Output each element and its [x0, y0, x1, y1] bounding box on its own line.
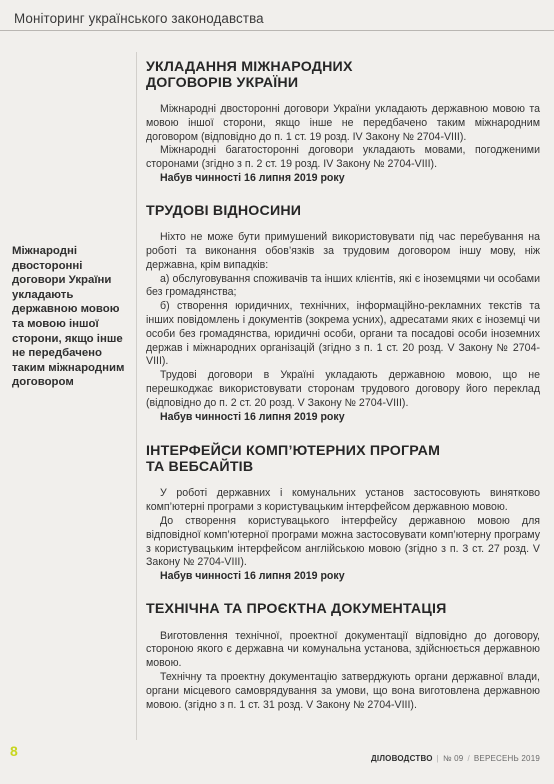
section-heading — [146, 602, 540, 618]
pull-quote-text: Міжнародні двосторонні договори України укладають державною мовою та мовою іншої сторони, якщо інше не передбачено таким міжнародним договором — [12, 245, 125, 389]
footer-separator: / — [467, 754, 470, 763]
section-labor-relations — [146, 204, 540, 425]
header-divider — [0, 30, 554, 31]
section-technical-documentation — [146, 602, 540, 712]
running-title: Моніторинг українського законодавства — [14, 11, 264, 26]
section-heading — [146, 204, 540, 220]
heading-line: ТЕХНІЧНА ТА ПРОЄКТНА ДОКУМЕНТАЦІЯ — [146, 601, 447, 618]
paragraph: Міжнародні двосторонні договори України укладають державною мовою та мовою іншої сторони, якщо інше не передбачено таким міжнародним договором (відповідно до п. 1 ст. 19 розд. IV Закону № 2704-VIII). — [146, 103, 540, 143]
section-international-treaties — [146, 60, 540, 186]
heading-line: ТА ВЕБСАЙТІВ — [146, 458, 254, 475]
paragraph: Трудові договори в Україні укладають державною мовою, що не перешкоджає використовувати сторонам трудового договору його переклад (відповідно до п. 2 ст. 20 розд. V Закону № 2704-VIII). — [146, 369, 540, 409]
page-number: 8 — [10, 743, 18, 759]
heading-line: ТРУДОВІ ВІДНОСИНИ — [146, 202, 302, 219]
section-heading — [146, 444, 540, 475]
paragraph: а) обслуговування споживачів та інших клієнтів, які є іноземцями чи особами без громадянства; — [146, 272, 540, 299]
effective-date-note: Набув чинності 16 липня 2019 року — [160, 570, 345, 583]
section-software-interfaces — [146, 444, 540, 584]
issue-date: ВЕРЕСЕНЬ 2019 — [473, 754, 540, 763]
footer-imprint — [371, 754, 540, 763]
footer-separator: | — [436, 754, 439, 763]
section-heading — [146, 60, 540, 91]
heading-line: ІНТЕРФЕЙСИ КОМП’ЮТЕРНИХ ПРОГРАМ — [146, 443, 441, 460]
paragraph: б) створення юридичних, технічних, інформаційно-рекламних текстів та інших повідомлень і документів (зокрема усних), адресатами яких є іноземці чи особи без громадянства, юридичні особи, органи та посадові особи іноземних держав і міжнародних організацій (згідно з п. 1 ст. 20 розд. V Закону № 2704-VIII). — [146, 300, 540, 368]
effective-date-note: Набув чинності 16 липня 2019 року — [160, 171, 345, 184]
paragraph: Ніхто не може бути примушений використовувати під час перебування на роботі та виконання обов’язків за трудовим договором іншу мову, ніж державна, крім випадків: — [146, 231, 540, 271]
effective-date-note: Набув чинності 16 липня 2019 року — [160, 410, 345, 423]
article-body — [146, 60, 540, 734]
paragraph: Технічну та проектну документацію затверджують органи державної влади, органи місцевого самоврядування за умови, що вона виготовлена державною мовою. (згідно з п. 1 ст. 31 розд. V Закону № 2704-VIII). — [146, 670, 540, 711]
paragraph: У роботі державних і комунальних установ застосовують винятково комп’ютерні програми з користувацьким інтерфейсом державною мовою. — [146, 487, 540, 514]
column-divider — [136, 52, 137, 740]
sidebar-pull-quote — [12, 244, 130, 390]
paragraph: До створення користувацького інтерфейсу державною мовою для відповідної комп’ютерної програми можна застосовувати комп’ютерну програму з користувацьким інтерфейсом англійською мовою (згідно з п. 3 ст. 27 розд. V Закону № 2704-VIII). — [146, 515, 540, 569]
paragraph: Виготовлення технічної, проектної документації відповідно до договору, стороною якого є державна чи комунальна установа, здійснюється державною мовою. — [146, 629, 540, 670]
heading-line: ДОГОВОРІВ УКРАЇНИ — [146, 74, 299, 91]
issue-number: № 09 — [442, 754, 464, 763]
paragraph: Міжнародні багатосторонні договори укладають мовами, погодженими сторонами (згідно з п. 2 ст. 19 розд. IV Закону № 2704-VIII). — [146, 144, 540, 171]
magazine-name: ДІЛОВОДСТВО — [371, 754, 433, 763]
heading-line: УКЛАДАННЯ МІЖНАРОДНИХ — [146, 59, 353, 75]
